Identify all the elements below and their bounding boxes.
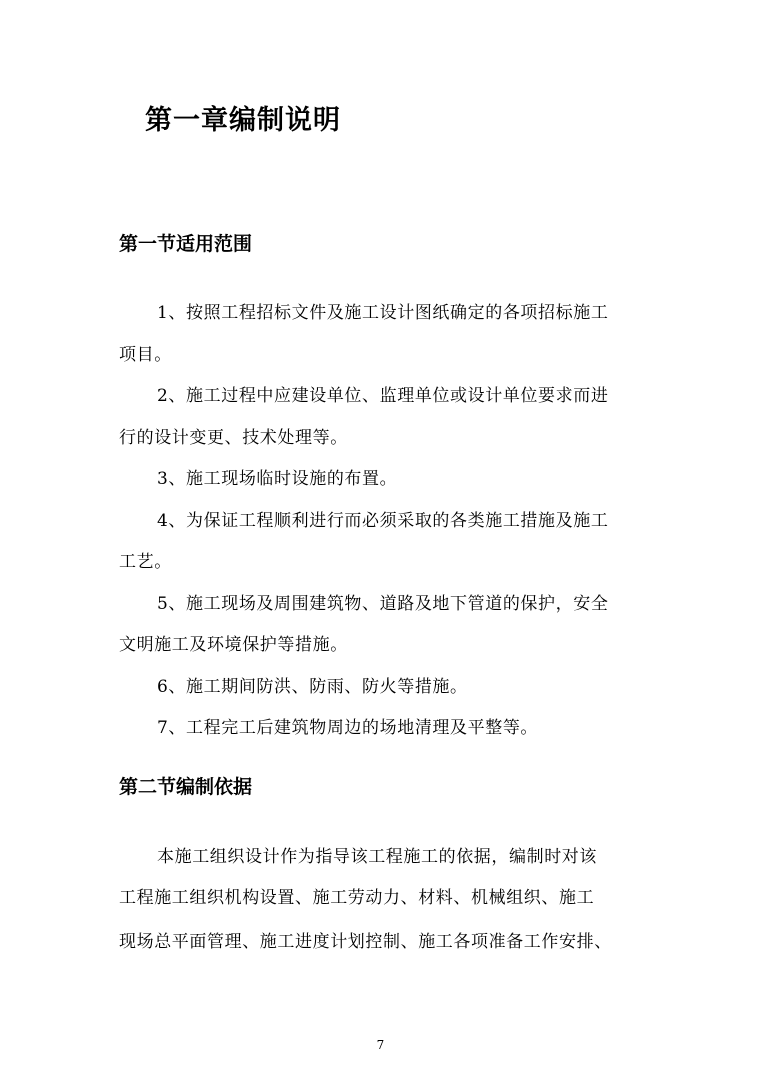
scope-item-5-line-1: 5、施工现场及周围建筑物、道路及地下管道的保护，安全 [157, 594, 609, 614]
scope-item-7: 7、工程完工后建筑物周边的场地清理及平整等。 [157, 718, 539, 738]
basis-paragraph-line-1: 本施工组织设计作为指导该工程施工的依据，编制时对该 [157, 847, 597, 867]
basis-paragraph-line-3: 现场总平面管理、施工进度计划控制、施工各项准备工作安排、 [119, 932, 612, 952]
scope-item-2-line-2: 行的设计变更、技术处理等。 [119, 428, 348, 448]
scope-item-2-line-1: 2、施工过程中应建设单位、监理单位或设计单位要求而进 [157, 386, 609, 406]
scope-item-4-line-1: 4、为保证工程顺利进行而必须采取的各类施工措施及施工 [157, 511, 609, 531]
basis-paragraph-line-2: 工程施工组织机构设置、施工劳动力、材料、机械组织、施工 [119, 888, 595, 908]
page-number: 7 [376, 1038, 385, 1052]
scope-item-6: 6、施工期间防洪、防雨、防火等措施。 [157, 677, 468, 697]
section-title-scope: 第一节适用范围 [119, 233, 253, 255]
scope-item-3: 3、施工现场临时设施的布置。 [157, 469, 398, 489]
scope-item-5-line-2: 文明施工及环境保护等措施。 [119, 635, 348, 655]
scope-item-1-line-2: 项目。 [119, 345, 172, 365]
section-title-basis: 第二节编制依据 [119, 776, 253, 798]
scope-item-1-line-1: 1、按照工程招标文件及施工设计图纸确定的各项招标施工 [157, 303, 609, 323]
scope-item-4-line-2: 工艺。 [119, 552, 172, 572]
chapter-title: 第一章编制说明 [145, 105, 341, 136]
